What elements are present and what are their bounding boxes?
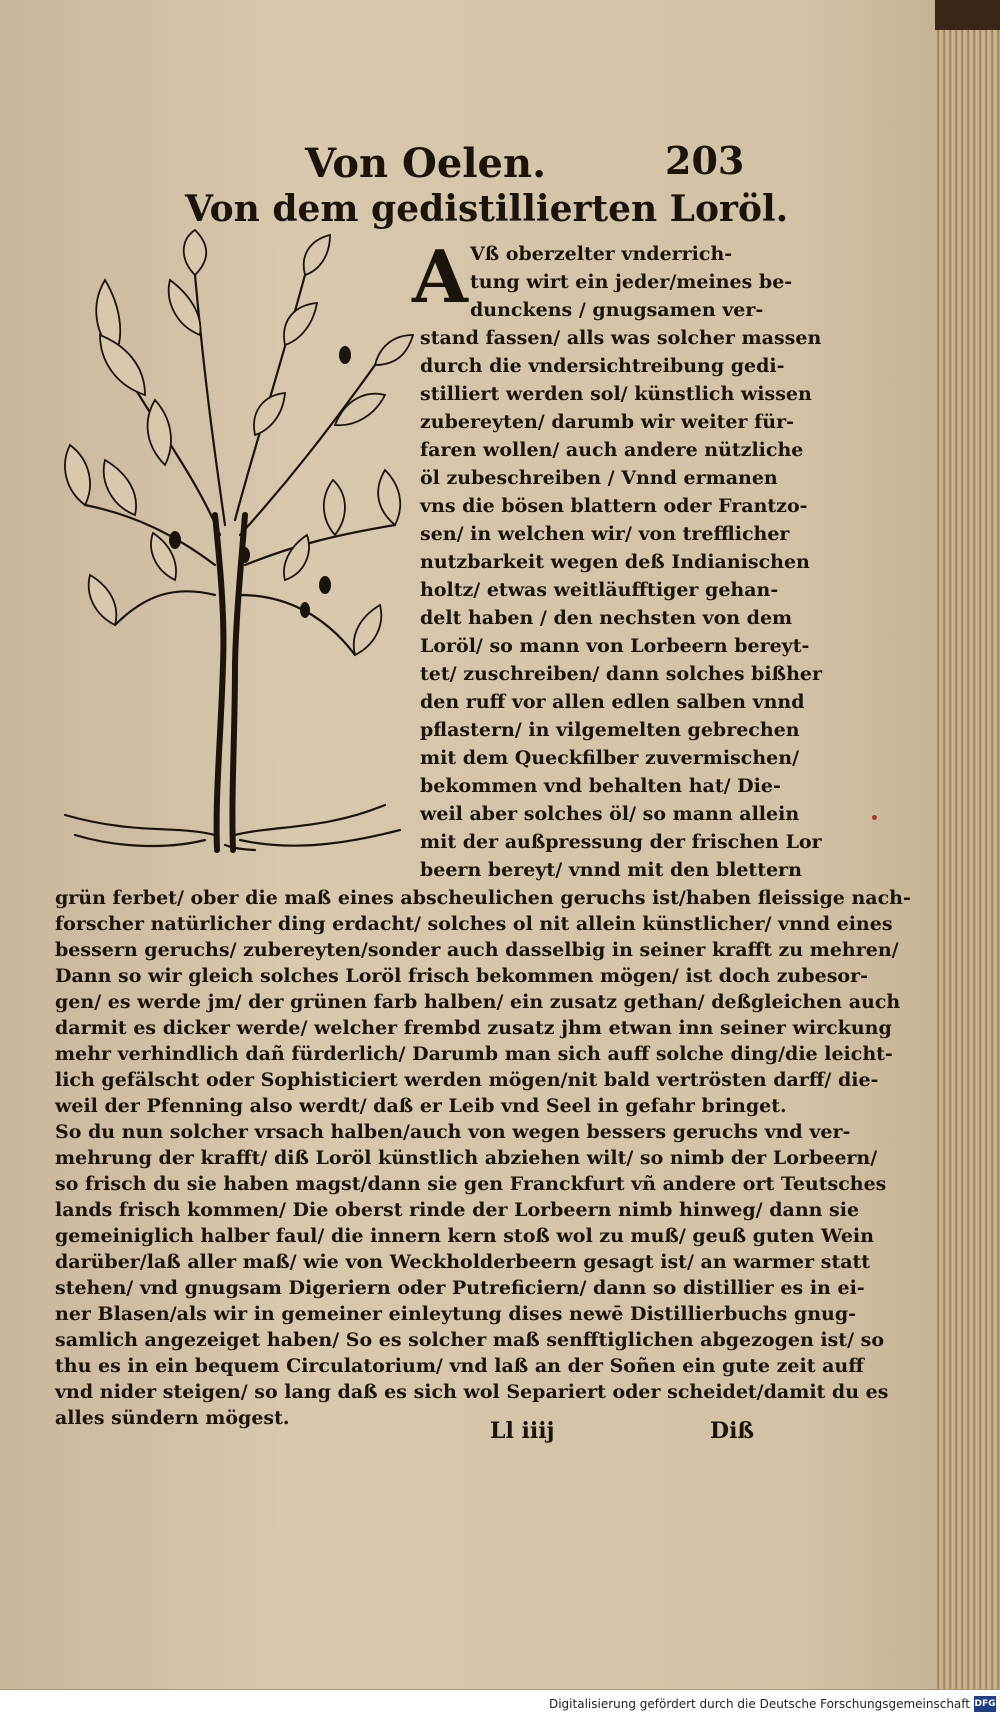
text-line: So du nun solcher vrsach halben/auch von wegen bessers geruchs vnd ver- [55,1121,851,1143]
text-line: stilliert werden sol/ künstlich wissen [420,383,812,405]
running-head: Von Oelen. [305,140,546,187]
text-line: gemeiniglich halber faul/ die innern kern stoß wol zu muß/ geuß guten Wein [55,1225,874,1247]
text-line: tung wirt ein jeder/meines be- [470,271,793,293]
text-line: so frisch du sie haben magst/dann sie gen Franckfurt vñ andere ort Teutsches [55,1173,887,1195]
text-line: bessern geruchs/ zubereyten/sonder auch dasselbig in seiner krafft zu mehren/ [55,939,899,961]
text-line: den ruff vor allen edlen salben vnnd [420,691,805,713]
text-line: darüber/laß aller maß/ wie von Weckholderbeern gesagt ist/ an warmer statt [55,1251,871,1273]
text-line: lands frisch kommen/ Die oberst rinde der Lorbeern nimb hinweg/ dann sie [55,1199,860,1221]
text-line: sen/ in welchen wir/ von trefflicher [420,523,790,545]
text-line: zubereyten/ darumb wir weiter für- [420,411,795,433]
text-line: öl zubeschreiben / Vnnd ermanen [420,467,778,489]
text-line: pflastern/ in vilgemelten gebrechen [420,719,800,741]
text-line: thu es in ein bequem Circulatorium/ vnd laß an der Soñen ein gute zeit auff [55,1355,864,1377]
text-line: gen/ es werde jm/ der grünen farb halben/ ein zusatz gethan/ deßgleichen auch [55,991,901,1013]
text-line: tet/ zuschreiben/ dann solches bißher [420,663,822,685]
text-line: stehen/ vnd gnugsam Digeriern oder Putreficiern/ dann so distillier es in ei- [55,1277,865,1299]
funding-credit: Digitalisierung gefördert durch die Deutsche Forschungsgemeinschaft [548,1697,970,1711]
text-line: forscher natürlicher ding erdacht/ solches ol nit allein künstlicher/ vnnd eines [55,913,893,935]
ink-spot [872,815,877,820]
text-line: mehrung der krafft/ diß Loröl künstlich abziehen wilt/ so nimb der Lorbeern/ [55,1147,878,1169]
text-line: delt haben / den nechsten von dem [420,607,793,629]
text-line: stand fassen/ alls was solcher massen [420,327,822,349]
page-number: 203 [665,138,745,183]
text-line: mit der außpressung der frischen Lor [420,831,822,853]
dfg-logo: DFG [974,1696,996,1712]
text-line: samlich angezeiget haben/ So es solcher maß senfftiglichen abgezogen ist/ so [55,1329,884,1351]
text-line: dunckens / gnugsamen ver- [470,299,764,321]
text-line: weil aber solches öl/ so mann allein [420,803,800,825]
text-line: mehr verhindlich dañ fürderlich/ Darumb man sich auff solche ding/die leicht- [55,1043,893,1065]
text-line: mit dem Queckfilber zuvermischen/ [420,747,800,769]
text-line: beern bereyt/ vnnd mit den blettern [420,859,802,881]
text-line: ner Blasen/als wir in gemeiner einleytung dises newē Distillierbuchs gnug- [55,1303,856,1325]
text-line: durch die vndersichtreibung gedi- [420,355,785,377]
text-line: bekommen vnd behalten hat/ Die- [420,775,781,797]
text-line: nutzbarkeit wegen deß Indianischen [420,551,810,573]
text-line: vns die bösen blattern oder Frantzo- [420,495,808,517]
text-line: darmit es dicker werde/ welcher frembd zusatz jhm etwan inn seiner wirckung [55,1017,892,1039]
text-line: faren wollen/ auch andere nützliche [420,439,804,461]
signature-mark: Ll iiij [490,1418,555,1444]
text-line: weil der Pfenning also werdt/ daß er Leib vnd Seel in gefahr bringet. [55,1095,787,1117]
book-page-edges [935,0,1000,1690]
laurel-tree-woodcut [55,235,415,850]
footer-bar [0,1689,1000,1716]
text-line: Loröl/ so mann von Lorbeern bereyt- [420,635,810,657]
chapter-title: Von dem gedistillierten Loröl. [185,188,789,230]
text-line: Dann so wir gleich solches Loröl frisch bekommen mögen/ ist doch zubesor- [55,965,868,987]
catchword: Diß [710,1418,755,1444]
text-line: vnd nider steigen/ so lang daß es sich wol Separiert oder scheidet/damit du es [55,1381,889,1403]
drop-cap: A [412,234,468,319]
text-line: lich gefälscht oder Sophisticiert werden mögen/nit bald vertrösten darff/ die- [55,1069,879,1091]
text-line: alles sündern mögest. [55,1407,290,1429]
text-line: grün ferbet/ ober die maß eines abscheulichen geruchs ist/haben fleissige nach- [55,887,911,909]
text-line: Vß oberzelter vnderrich- [470,243,733,265]
text-line: holtz/ etwas weitläufftiger gehan- [420,579,779,601]
